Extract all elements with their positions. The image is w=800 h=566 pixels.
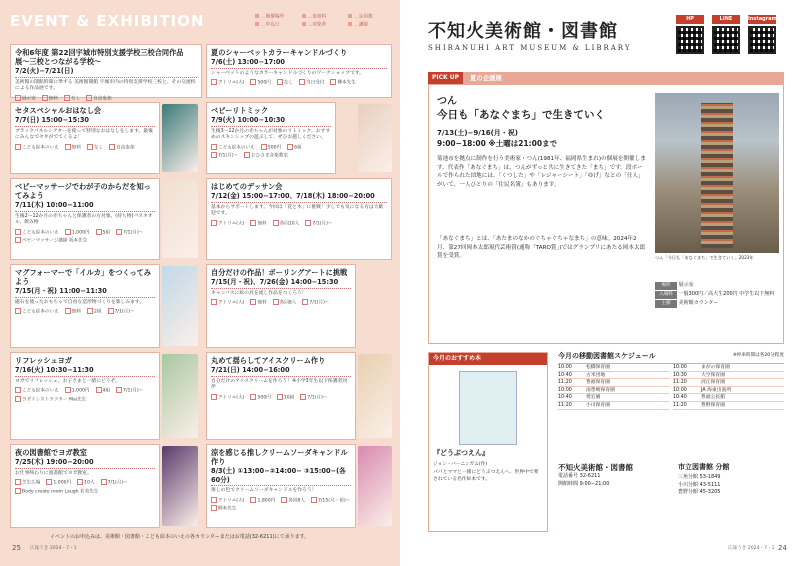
legend-item: …対象者 [302,22,349,28]
artwork-tower [701,103,733,248]
meta-item: 6組 [287,144,302,151]
event-photo [162,104,198,172]
event-title: ベビーマッサージでわが子のからだを知ってみよう [15,182,151,200]
schedule-time: 11:20 [673,403,687,409]
event-photo [162,180,198,258]
contact-hours: 開館時間 9:00−21:00 [558,480,610,487]
event-desc: ブラックパネルシアターを使って特別なおはなしをします。最後にみんなでセタがでてくるよ！ [15,128,153,141]
schedule-place: 河江保育園 [701,380,725,386]
meta-item: 展示室 [15,95,36,102]
event-card [206,352,356,440]
event-title: ベビーリトミック [211,106,269,115]
pickup-subtitle: 夏の企画展 [470,74,502,82]
meta-item: 7/1(月)〜 [302,299,329,306]
line-qr-icon[interactable] [712,26,740,54]
museum-english-title: SHIRANUHI ART MUSEUM & LIBRARY [428,44,632,52]
event-photo [162,266,198,346]
event-desc: 磁石を使ったおもちゃで自由な造形物づくりを楽しみます。 [15,299,145,305]
event-desc: 自分だけのアイスクリームを作ろう！※小学3年生以下保護者同伴 [211,378,348,391]
info-label: 主催 [655,300,677,308]
meta-item: 7/1(月)〜 [101,479,128,486]
legend [255,14,395,29]
meta-item: 1,000円 [65,387,90,394]
event-title: はじめてのデッサン会 [211,182,283,191]
schedule-row [558,372,669,380]
meta-item: おひさま音楽教室 [244,152,288,159]
event-time: 7/25(木) 19:00−20:00 [15,458,155,469]
pickup-date: 7/13(土)−9/16(月・祝) [437,129,518,137]
event-meta [15,387,155,403]
event-desc: 生後2〜12か月の赤ちゃんと保護者の方対象。(持ち物)バスタオル、飲み物 [15,213,153,226]
pickup-title: 今日も「あなぐまち」で生きていく [437,109,605,121]
meta-item: アトリエ(大) [211,394,244,401]
pickup-body-2: 「あなぐまち」とは、「あたまのなかのぐちゃぐちゃなまち」の意味。2024年2月、第27回岡本太郎現代芸術賞(通称「TARO賞」)ではグランプリにあたる岡本太郎賞を受賞。 [437,236,646,260]
museum-title: 不知火美術館・図書館 [428,21,618,42]
contact-tel: 電話番号 32-6211 [558,473,601,480]
meta-item: アトリエ(大) [211,79,244,86]
event-title: リフレッシュヨガ [15,356,72,365]
book-note: パパとママと一緒にどうぶつえんへ、世界中で愛されている名作絵本です。 [433,469,539,482]
event-desc: お仕事終わりに図書館でヨガ教室。 [15,470,92,476]
meta-item: 7/1(月)〜 [305,220,332,227]
meta-item: 1,000円 [46,479,71,486]
event-title: マグフォーマーで「イルカ」をつくってみよう [15,268,152,286]
event-photo [358,104,392,172]
meta-item: アトリエ(大) [211,220,244,227]
branch-title: 市立図書館 分館 [678,463,730,471]
meta-item: 1,800円 [250,497,275,504]
event-time: 7/16(火) 10:30−11:30 [15,366,155,377]
event-time: 7/21(日) 14:00−16:00 [211,366,351,377]
event-time: 7/7(日) 15:00−15:30 [15,116,155,127]
pickup-artist: つん [437,96,457,107]
meta-item: 4組 [96,387,111,394]
book-author: ジョン・バーニンガム(作) [433,461,488,467]
meta-item: 10人 [77,479,94,486]
schedule-row [558,364,669,372]
schedule-place: 古米団地 [586,372,606,378]
event-photo [358,446,392,526]
page-number-right: 24 [778,544,787,552]
meta-item: 500円 [250,394,270,401]
meta-item: アトリエ(大) [211,497,244,504]
legend-item: …申込日 [255,22,302,28]
event-photo [162,446,198,526]
schedule-row [673,372,784,380]
event-desc: 美術館の開館時間に準ずる 美術館開館 宇城市内の特別支援学校三校と、その交流校による作品展です。 [15,79,196,92]
meta-item: こども絵本のいえ [15,229,59,236]
pickup-hours: 9:00−18:00 ※土曜は21:00まで [437,139,558,148]
event-meta [211,299,351,306]
event-time: 7/9(火) 10:00−10:30 [211,116,331,127]
book-cover [459,371,517,445]
page-subtitle-right: 広報うき 2024・7・1 [728,546,775,551]
event-title: 涼を感じる推しクリームソーダキャンドル作り [211,448,348,466]
page-number: 25 [12,544,21,552]
pickup-tag: PICK UP [428,72,463,84]
event-desc: ヨガでリフレッシュ。お子さまと一緒にどうぞ。 [15,378,121,384]
event-title: 夏のシャーベットカラーキャンドルづくり [211,48,348,57]
branch-item: 小川分館 43-5111 [678,481,721,488]
event-title: 令和6年度 第22回宇城市特別支援学校三校合同作品展〜三校とつながる学校〜 [15,48,184,66]
meta-item: 無料 [65,144,81,151]
artwork-photo [655,93,779,253]
schedule-row [673,402,784,410]
contact [558,462,784,495]
event-meta [211,144,331,160]
schedule-time: 10:30 [673,372,687,378]
footnote: イベントのお申込みは、美術館・図書館・こども絵本のいえの各カウンターまたはお電話(32-6211)にて承ります。 [50,534,310,540]
meta-item: 柳本先生 [211,505,236,512]
meta-item: 500円 [250,79,270,86]
schedule-time: 10:00 [558,365,572,371]
event-photo [358,354,392,438]
schedule-place: JA 海東出張所 [701,387,732,393]
schedule-time: 10:40 [558,395,572,401]
schedule-row [558,379,669,387]
event-card [206,102,336,174]
info-label: 場所 [655,282,677,290]
schedule-time: 10:00 [673,387,687,393]
event-title: 自分だけの作品！ボーリングアートに挑戦 [211,268,348,277]
schedule-place: 愛宕園 [586,395,601,401]
legend-item: …講師 [348,22,395,28]
recommend-label: 今月のおすすめ本 [429,353,547,365]
schedule-title: 今月の移動図書館スケジュール [558,352,656,360]
meta-item: 無料 [250,220,266,227]
schedule-row [558,402,669,410]
schedule-place: 豊野保育園 [701,403,725,409]
meta-item: 1,000円 [65,229,90,236]
meta-item: 500円 [261,144,281,151]
schedule-place: まがの保育園 [701,365,730,371]
event-card [10,44,202,101]
meta-item: なし [277,79,293,86]
schedule [558,352,784,410]
meta-item: アトリエ(大) [211,299,244,306]
event-time: 7/15(月・祝)、7/26(金) 14:00−15:30 [211,278,351,289]
meta-item: 2組 [87,308,102,315]
meta-item: 柳本先生 [330,79,355,86]
legend-item: …参加料 [302,14,349,20]
meta-item: こども絵本のいえ [15,144,59,151]
event-desc: 基本からサポートします。今回は「花と木」に挑戦！少しでも気になる方は大歓迎です。 [211,204,384,217]
meta-item: 無料 [42,95,58,102]
schedule-time: 10:40 [558,372,572,378]
pickup-body: 菊池市を拠点に制作を行う美術家・つん(1981年、福岡県生まれ)の個展を開催します。代表作「あなぐまち」は、つんがずっと共に生きてきた「まち」です。段ボールで作られた団地には、「くつした」や「レジャーシート」「ゆげ」なとの「仕人」がいて、一人ひとりの「住民名簿」もあります。 [437,156,646,188]
event-desc: 推しの色でクリームソーダキャンドルを作ろう！ [211,488,317,494]
event-card [206,444,356,528]
qr-label-hp: HP [676,15,704,24]
meta-item: ヨガインストラクター Mai先生 [15,396,86,403]
event-time: 7/11(木) 10:00−11:00 [15,201,155,212]
event-card [206,44,392,98]
meta-item: 10組 [277,394,294,401]
section-title: EVENT & EXHIBITION [10,12,205,30]
event-title: 夜の図書館でヨガ教室 [15,448,87,457]
schedule-time: 10:40 [673,395,687,401]
schedule-row [673,364,784,372]
meta-item: 5組 [96,229,111,236]
instagram-qr-icon[interactable] [748,26,776,54]
event-photo [162,354,198,438]
meta-item: 各回8人 [281,497,305,504]
meta-item: なし [87,144,103,151]
schedule-row [558,394,669,402]
branch-item: 豊野分館 45-3205 [678,489,721,495]
qr-label-instagram: Instagram [748,16,777,22]
event-card [10,102,160,174]
meta-item: 7/1(月)〜 [300,394,327,401]
meta-item: Body create room Laugh 若美先生 [15,488,98,495]
info-label: 入場料 [655,291,677,299]
event-time: 7/12(金) 15:00−17:00、7/18(木) 18:00−20:00 [211,192,387,203]
event-meta [211,497,351,513]
meta-item: 自由参加 [109,144,134,151]
schedule-place: 豊福保育園 [586,380,610,386]
event-meta [15,479,155,495]
meta-item: 7/1(月)〜 [108,308,135,315]
event-card [10,178,160,260]
meta-item: こども絵本のいえ [15,308,59,315]
meta-item: 7/15(月・祝)〜 [311,497,350,504]
schedule-time: 11:20 [558,380,572,386]
event-card [206,178,392,260]
info-value: 展示室 [678,282,694,288]
schedule-place: 大空保育園 [701,372,725,378]
event-meta [211,394,351,401]
meta-item: なし [64,95,80,102]
schedule-time: 11:20 [558,403,572,409]
event-time: 7/15(月・祝) 11:00−11:30 [15,287,155,298]
event-time: 7/2(火)−7/21(日) [15,67,197,78]
branch-item: 三角分館 53-1849 [678,474,721,480]
schedule-time: 10:00 [673,365,687,371]
event-meta [15,144,155,151]
meta-item: 芝生広場 [15,479,40,486]
info-value: 一般300円／高大生200円 中学生以下無料 [678,291,775,297]
book-title: 『どうぶつえん』 [433,448,489,457]
schedule-place: 南豊崎保育園 [586,387,615,393]
schedule-place: 小川保育園 [586,403,610,409]
event-desc: キャンバスに絵の具を流し作品をつくろう！ [211,290,307,296]
meta-item: こども絵本のいえ [15,387,59,394]
meta-item: ベビーマッサージ講師 坂本先生 [15,237,87,244]
info-table [655,281,779,308]
event-time: 8/3(土) ①13:00−②14:00− ③15:00−(各60分) [211,467,351,486]
schedule-row [673,379,784,387]
event-desc: 生後3〜12か月の赤ちゃんが対象のリトミック。おすすめのスキンシップの遊ぶして、ぜひお越しください。 [211,128,331,141]
event-meta [15,229,155,245]
event-meta [211,220,387,227]
event-card [10,264,160,348]
event-card [10,352,160,440]
info-value: 美術館カウンター [678,300,719,306]
schedule-time: 10:00 [558,387,572,393]
meta-item: 当日受付 [299,79,324,86]
page-subtitle: 広報うき 2024・7・1 [30,546,77,551]
meta-item: 各回10人 [273,220,300,227]
schedule-note: ※停車時間は各20分程度 [732,353,784,359]
event-card [206,264,356,348]
event-time: 7/6(土) 13:00−17:00 [211,58,387,69]
recommend-box [428,352,548,532]
meta-item: 7/1(月)〜 [116,387,143,394]
event-meta [15,308,155,315]
event-meta [15,95,197,102]
meta-item: 各回8人 [273,299,297,306]
legend-item: …開催場所 [255,14,302,20]
branch-list [678,474,720,497]
schedule-row [673,387,784,395]
schedule-time: 11:20 [673,380,687,386]
schedule-place: 松橋保育園 [586,365,610,371]
hp-qr-icon[interactable] [676,26,704,54]
meta-item: 7/1(月)〜 [211,152,238,159]
contact-title: 不知火美術館・図書館 [558,463,633,472]
meta-item: こども絵本のいえ [211,144,255,151]
schedule-row [558,387,669,395]
event-desc: シャーベットのようなカラーキャンドルづくりのワークショップです。 [211,70,365,76]
artwork-caption: つん「今日も「あなぐまち」で生きていく」2023年 [655,255,754,260]
schedule-row [673,394,784,402]
event-title: セタスペシャルおはなし会 [15,106,102,115]
event-title: 丸めて揺らしてアイスクリーム作り [211,356,326,365]
event-meta [211,79,387,86]
meta-item: 自由参加 [86,95,111,102]
pickup-box [428,84,784,344]
qr-label-line: LINE [712,15,740,24]
meta-item: 7/1(月)〜 [116,229,143,236]
event-card [10,444,160,528]
meta-item: 無料 [250,299,266,306]
schedule-place: 豊福公民館 [701,395,725,401]
meta-item: 無料 [65,308,81,315]
legend-item: …定員数 [348,14,395,20]
